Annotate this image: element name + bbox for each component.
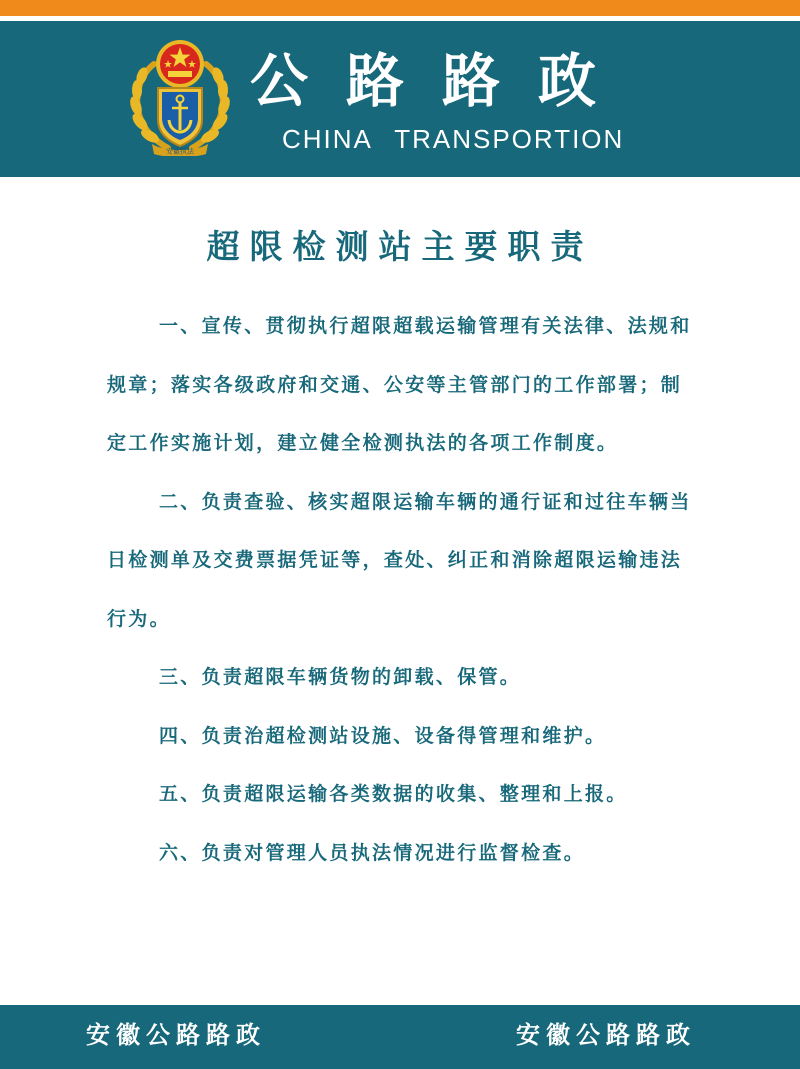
header-subtitle: CHINA TRANSPORTION	[282, 124, 625, 154]
duty-item-5: 五、负责超限运输各类数据的收集、整理和上报。	[159, 783, 628, 805]
duty-item-6: 六、负责对管理人员执法情况进行监督检查。	[159, 841, 586, 864]
duty-item-3: 三、负责超限车辆货物的卸载、保管。	[159, 666, 522, 688]
top-orange-stripe	[0, 0, 800, 16]
duty-item-2: 二、负责查验、核实超限运输车辆的通行证和过往车辆当日检测单及交费票据凭证等，查处、纠正和消除超限运输违法行为。	[107, 490, 692, 630]
footer-banner	[0, 1005, 800, 1069]
road-administration-emblem-icon	[128, 36, 232, 156]
duties-list	[107, 297, 701, 882]
footer-right-text: 安徽公路路政	[516, 1021, 696, 1049]
duty-item-4: 四、负责治超检测站设施、设备得管理和维护。	[159, 724, 607, 747]
page-title: 超限检测站主要职责	[206, 227, 594, 266]
header-title: 公路路政	[250, 47, 635, 115]
footer-left-text: 安徽公路路政	[86, 1021, 266, 1049]
duty-item-1: 一、宣传、贯彻执行超限超载运输管理有关法律、法规和规章；落实各级政府和交通、公安等主管部门的工作部署；制定工作实施计划，建立健全检测执法的各项工作制度。	[107, 315, 692, 454]
emblem-text: 安徽执法	[166, 147, 194, 156]
